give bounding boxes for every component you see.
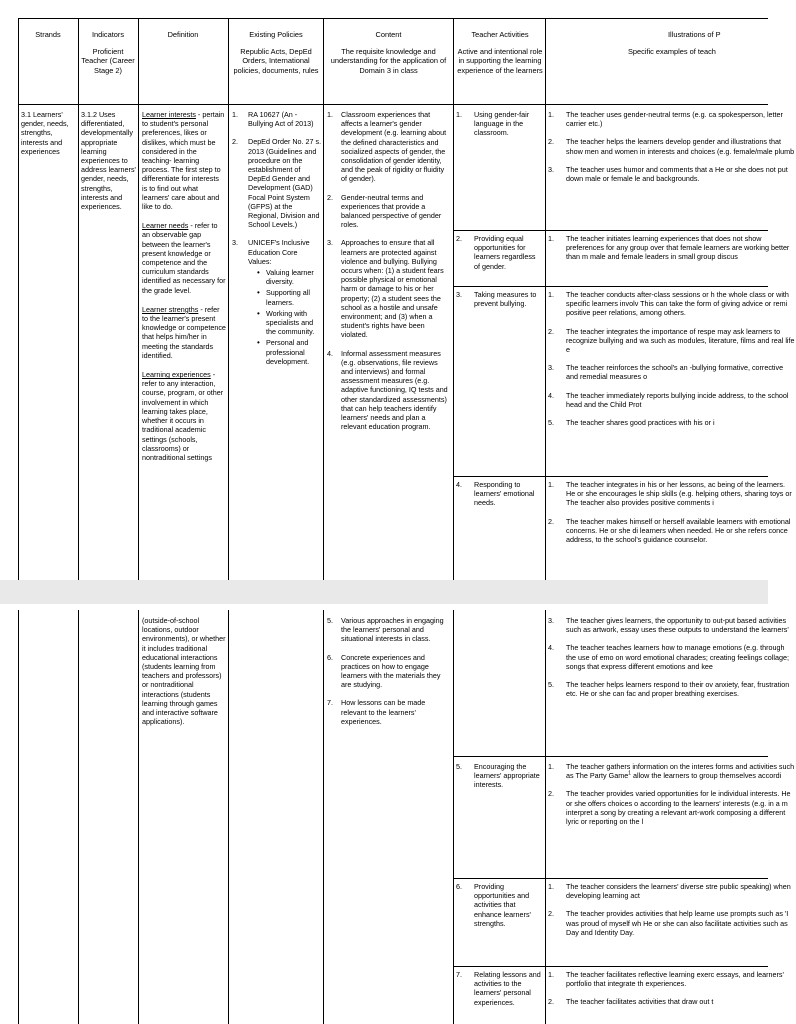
- policy-item: 2. DepEd Order No. 27 s. 2013 (Guidelines and procedure on the establishment of DepEd Gender and Development (GAD) Focal Point System (GFPS) at the Regional, Division and School Levels.): [232, 137, 322, 230]
- header-strands: Strands: [35, 30, 61, 39]
- header-illustrations: Illustrations of P Specific examples of teach: [628, 30, 721, 56]
- illustration-item: 5. The teacher helps learners respond to their ov anxiety, fear, frustration etc. He or she can fac and proper breathing exercises.: [548, 680, 790, 699]
- definition-learner-interests: Learner interests - pertain to student's personal preferences, likes or dislikes, which must be considered in the teaching- learning process. The first step to differentiate for interests is to find out what learners' care about and like to do.: [142, 110, 225, 212]
- content-item: 4. Informal assessment measures (e.g. observations, file reviews and interviews) and formal assessment measures (e.g. adaptive functioning, IQ tests and other standardized assessments) that can help teachers identify learners' needs and plan a relevant education program.: [327, 348, 448, 432]
- content-item: 6. Concrete experiences and practices on how to engage learners with the materials they are studying.: [327, 652, 441, 690]
- activity-2: 2. Providing equal opportunities for learners regardless of gender.: [456, 234, 536, 271]
- policies-list: [232, 110, 322, 368]
- content-item: 1. Classroom experiences that affects a learner's gender development (e.g. learning about the defined characteristics and socialized aspects of gender, the consolidation of gender identity, and the peak of rigidity or fluidity of gender).: [327, 110, 447, 184]
- activity-7: 7. Relating lessons and activities to the learners' personal experiences.: [456, 970, 541, 1007]
- core-values-list: [232, 268, 322, 366]
- illustrations-activity-2: [548, 234, 790, 271]
- content-item: 5. Various approaches in engaging the learners' personal and situational interests in class.: [327, 616, 444, 644]
- content-item: 2. Gender-neutral terms and experiences that provide a balanced perspective of gender roles.: [327, 192, 442, 230]
- illustration-item: 3. The teacher uses humor and comments that a He or she does not put down male or female le and backgrounds.: [548, 164, 788, 184]
- illustrations-activity-3: [548, 290, 795, 436]
- definitions-list: [142, 110, 226, 580]
- core-value-item: • Valuing learner diversity.: [266, 268, 322, 286]
- header-indicators: Indicators Proficient Teacher (Career Stage 2): [81, 30, 135, 75]
- illustrations-activity-5: [548, 762, 795, 835]
- illustration-item: 5. The teacher shares good practices with his or i: [548, 418, 715, 428]
- header-definition: Definition: [167, 30, 199, 39]
- illustration-item: 1. The teacher considers the learners' diverse stre public speaking) when developing learning act: [548, 882, 791, 901]
- illustration-item: 1. The teacher uses gender-neutral terms (e.g. ca spokesperson, letter carrier etc.): [548, 110, 783, 129]
- definition-continued: (outside-of-school locations, outdoor environments), or whether it includes traditional educational interactions (students learning from teachers and professors) or nontraditional interactions (students learning through games and interactive software applications).: [142, 616, 226, 727]
- content-list-continued: [327, 616, 451, 735]
- definition-learner-needs: Learner needs - refer to an observable gap between the learner's present knowledge or competence and the curriculum standards identified as necessary for the grade level.: [142, 221, 226, 295]
- header-teacher-activities: Teacher Activities Active and intentional role in supporting the learning experience of the learners: [457, 30, 543, 75]
- header-content: Content The requisite knowledge and understanding for the application of Domain 3 in class: [330, 30, 447, 75]
- illustration-item: 2. The teacher integrates the importance of respe may ask learners to recognize bullying and wa such as modules, literature, films and real life e: [548, 326, 795, 355]
- illustrations-activity-6: [548, 882, 791, 946]
- illustration-item: 1. The teacher conducts after-class sessions or h the whole class or with specific learners involv This can take the form of giving advice or remi positive peer relations, among others.: [548, 290, 789, 318]
- illustration-item: 1. The teacher facilitates reflective learning exerc essays, and learners' portfolio that integrate th experiences.: [548, 970, 784, 989]
- illustration-item: 3. The teacher reinforces the school's an -bullying formative, corrective and remedial measures o: [548, 363, 784, 382]
- illustration-item: 4. The teacher teaches learners how to manage emotions (e.g. through the use of emo on word emotional charades; creating feelings collage; songs that express different emotions and kee: [548, 643, 789, 671]
- illustration-item: 2. The teacher provides varied opportunities for le individual interests. He or she offers choices o according to the learners' interests (e.g. in a m interpret a song by creating a relevant art-work composing a different lyric or reporting on the l: [548, 789, 791, 827]
- core-value-item: • Personal and professional development.: [266, 338, 322, 366]
- activity-4: 4. Responding to learners' emotional needs.: [456, 480, 535, 508]
- content-list: [327, 110, 451, 441]
- indicator-3-1-2: 3.1.2 Uses differentiated, developmentally appropriate learning experiences to address learners' gender, needs, strengths, interests and experiences.: [81, 110, 136, 212]
- illustration-item: 2. The teacher provides activities that help learne use prompts such as 'I was proud of myself wh He or she can also facilitate activities such as Day and Identity Day.: [548, 909, 789, 937]
- page-gap: [0, 580, 768, 604]
- illustration-item: 2. The teacher makes himself or herself available learners with emotional concerns. He or she di learners when needed. He or she refers conce address, to the school's guidance counselor.: [548, 516, 791, 545]
- core-value-item: • Working with specialists and the community.: [266, 309, 322, 337]
- content-item: 3. Approaches to ensure that all learners are protected against violence and bullying. Bullying occurs when: (1) a student fears possible physical or emotional harm or damage to his or her property; (2) a student sees the school as a hostile and unsafe environment; and (3) when a student's rights have been violated.: [327, 238, 444, 340]
- activity-1: 1. Using gender-fair language in the classroom.: [456, 110, 530, 138]
- document-page-2: [0, 604, 795, 1024]
- policy-item: 1. RA 10627 (An - Bullying Act of 2013): [232, 110, 314, 129]
- activity-5: 5. Encouraging the learners' appropriate interests.: [456, 762, 540, 790]
- policy-item: 3. UNICEF's Inclusive Education Core Values:: [232, 238, 310, 266]
- illustration-item: 1. The teacher integrates in his or her lessons, ac being of the learners. He or she encourages le ship skills (e.g. helping others, sharing toys or The teacher also provides positive comments i: [548, 480, 792, 508]
- illustrations-activity-4: [548, 480, 792, 553]
- illustration-item: 2. The teacher helps the learners develop gender and illustrations that show men and women in interests and choices (e.g. female/male plumb: [548, 137, 795, 156]
- illustrations-activity-1: [548, 110, 795, 192]
- illustration-item: 2. The teacher facilitates activities that draw out t: [548, 997, 714, 1007]
- illustration-item: 3. The teacher gives learners, the opportunity to out-put based activities such as artwork, essay uses these outputs to understand the learners': [548, 616, 789, 635]
- strand-3-1: 3.1 Learners' gender, needs, strengths, interests and experiences: [21, 110, 69, 156]
- illustrations-activity-4-continued: [548, 616, 790, 707]
- header-existing-policies: Existing Policies Republic Acts, DepEd Orders, International policies, documents, rules: [233, 30, 319, 75]
- illustration-item: 1. The teacher gathers information on the interes forms and activities such as The Party Game$^1$ allow the learners to group themselves accordi: [548, 762, 795, 781]
- definition-learning-experiences: Learning experiences - refer to any interaction, course, program, or other involvement in which learning takes place, whether it occurs in traditional academic settings (schools, classrooms) or nontraditional settings: [142, 370, 224, 462]
- core-value-item: • Supporting all learners.: [266, 288, 322, 306]
- illustration-item: 1. The teacher initiates learning experiences that does not show preferences for any group over that female learners are working better than m male and female leaders in small group discus: [548, 234, 790, 262]
- content-item: 7. How lessons can be made relevant to the learners' experiences.: [327, 698, 426, 726]
- illustrations-activity-7: [548, 970, 784, 1016]
- activity-6: 6. Providing opportunities and activities that enhance learners' strengths.: [456, 882, 531, 928]
- illustration-item: 4. The teacher immediately reports bullying incide address, to the school head and the Child Prot: [548, 390, 789, 409]
- definition-learner-strengths: Learner strengths - refer to the learner's present knowledge or competence that helps him/her in meeting the standards identified.: [142, 304, 226, 360]
- activity-3: 3. Taking measures to prevent bullying.: [456, 290, 537, 309]
